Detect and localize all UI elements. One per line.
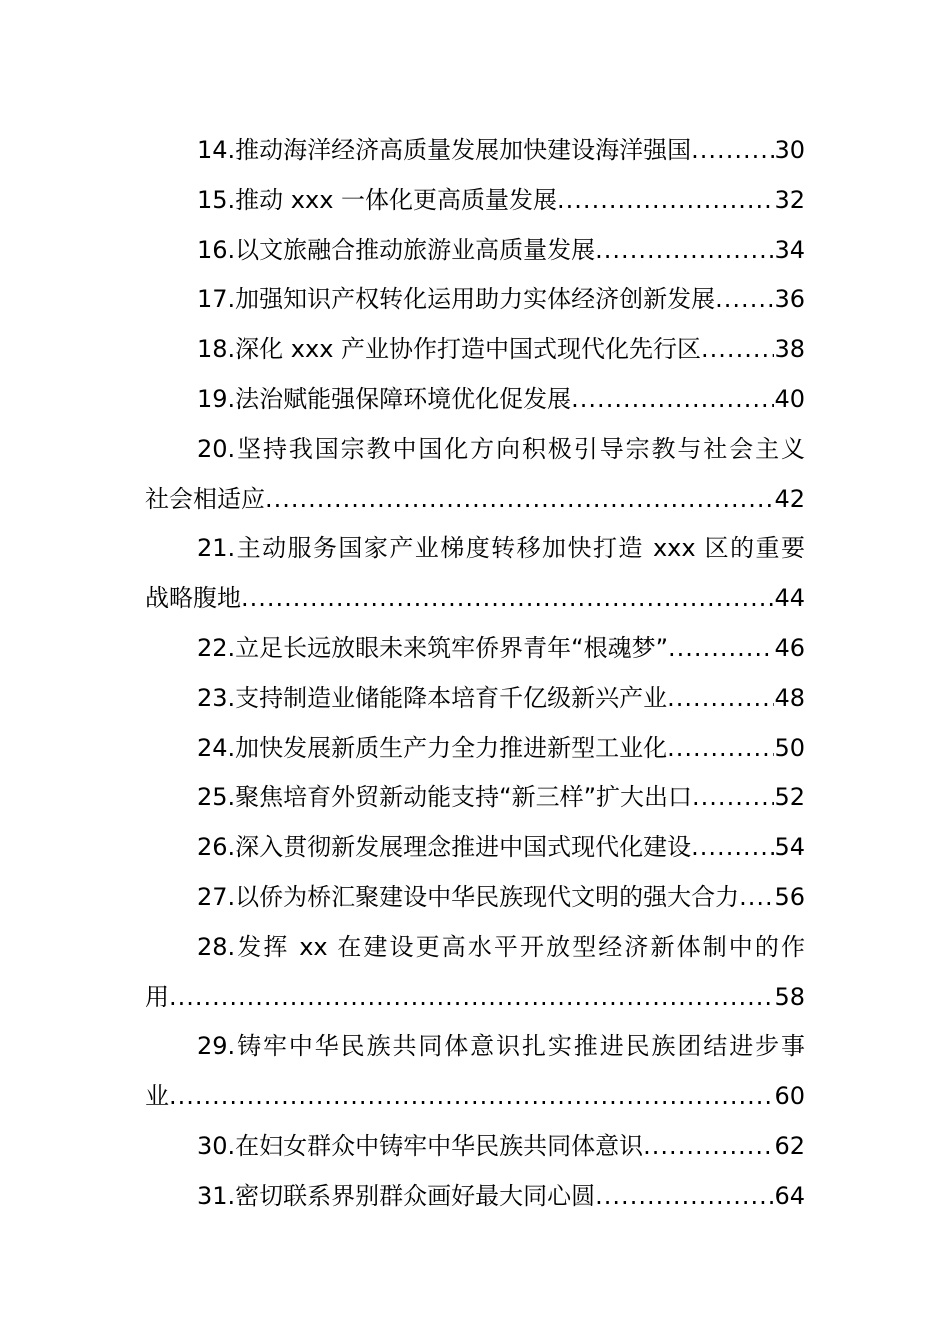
toc-entry-18[interactable] [145, 325, 805, 375]
toc-number: 22. [197, 633, 236, 662]
toc-number: 24. [197, 733, 236, 762]
toc-page-number: 60 [774, 1082, 805, 1111]
toc-page-number: 44 [774, 584, 805, 613]
toc-title: 在妇女群众中铸牢中华民族共同体意识 [235, 1131, 644, 1160]
toc-number: 15. [197, 185, 236, 214]
toc-page-number: 52 [774, 783, 805, 812]
toc-page-number: 34 [774, 235, 805, 264]
toc-leader-dots [691, 823, 774, 873]
toc-page-number: 38 [774, 335, 805, 364]
toc-entry-28[interactable] [145, 923, 805, 973]
toc-leader-dots [692, 773, 774, 823]
toc-entry-22[interactable] [145, 624, 805, 674]
toc-entry-20[interactable] [145, 425, 805, 475]
toc-title: 推动 xxx 一体化更高质量发展 [235, 185, 558, 214]
toc-leader-dots [668, 624, 774, 674]
toc-page-number: 50 [774, 733, 805, 762]
toc-number: 27. [197, 882, 236, 911]
toc-entry-29[interactable] [145, 1022, 805, 1072]
toc-number: 19. [197, 384, 236, 413]
toc-entry-19[interactable] [145, 375, 805, 425]
table-of-contents [145, 126, 805, 1222]
toc-title: 深化 xxx 产业协作打造中国式现代化先行区 [235, 335, 702, 364]
toc-title: 加快发展新质生产力全力推进新型工业化 [235, 733, 668, 762]
toc-title: 法治赋能强保障环境优化促发展 [235, 384, 572, 413]
toc-entry-17[interactable] [145, 275, 805, 325]
toc-entry-28-continued[interactable] [145, 973, 805, 1023]
toc-leader-dots [643, 1122, 774, 1172]
toc-leader-dots [595, 226, 774, 276]
toc-entry-21-continued[interactable] [145, 574, 805, 624]
toc-number: 14. [197, 136, 236, 164]
toc-page-number: 36 [774, 285, 805, 314]
toc-title: 密切联系界别群众画好最大同心圆 [235, 1181, 596, 1210]
toc-number: 30. [197, 1131, 236, 1160]
toc-page-number: 64 [774, 1181, 805, 1210]
toc-number: 26. [197, 833, 236, 862]
toc-title-continued: 战略腹地 [145, 584, 241, 613]
toc-title: 铸牢中华民族共同体意识扎实推进民族团结进步事 [235, 1032, 805, 1061]
toc-entry-23[interactable] [145, 674, 805, 724]
toc-title: 主动服务国家产业梯度转移加快打造 xxx 区的重要 [235, 534, 805, 563]
toc-leader-dots [691, 126, 774, 176]
toc-number: 23. [197, 683, 236, 712]
toc-title: 以侨为桥汇聚建设中华民族现代文明的强大合力 [235, 882, 740, 911]
toc-leader-dots [701, 325, 774, 375]
toc-entry-25[interactable] [145, 773, 805, 823]
toc-entry-26[interactable] [145, 823, 805, 873]
toc-entry-31[interactable] [145, 1172, 805, 1222]
toc-leader-dots [667, 674, 774, 724]
toc-leader-dots [169, 1072, 774, 1122]
toc-number: 29. [197, 1032, 236, 1061]
toc-title: 发挥 xx 在建设更高水平开放型经济新体制中的作 [235, 932, 805, 961]
toc-leader-dots [169, 973, 774, 1023]
toc-number: 25. [197, 783, 236, 812]
toc-title: 聚焦培育外贸新动能支持“新三样”扩大出口 [235, 783, 693, 812]
toc-leader-dots [667, 724, 774, 774]
toc-leader-dots [265, 475, 774, 525]
toc-entry-15[interactable] [145, 176, 805, 226]
toc-page-number: 56 [774, 882, 805, 911]
toc-leader-dots [241, 574, 774, 624]
toc-title-continued: 业 [145, 1082, 169, 1111]
toc-page-number: 46 [774, 633, 805, 662]
toc-entry-30[interactable] [145, 1122, 805, 1172]
toc-page-number: 62 [774, 1131, 805, 1160]
toc-leader-dots [595, 1172, 774, 1222]
toc-title: 深入贯彻新发展理念推进中国式现代化建设 [235, 833, 692, 862]
toc-entry-16[interactable] [145, 226, 805, 276]
toc-title: 以文旅融合推动旅游业高质量发展 [235, 235, 596, 264]
toc-page-number: 54 [774, 833, 805, 862]
toc-page-number: 40 [774, 384, 805, 413]
toc-page-number: 48 [774, 683, 805, 712]
toc-title-continued: 社会相适应 [145, 484, 265, 513]
toc-title: 立足长远放眼未来筑牢侨界青年“根魂梦” [235, 633, 669, 662]
toc-entry-21[interactable] [145, 524, 805, 574]
toc-number: 18. [197, 335, 236, 364]
toc-title: 坚持我国宗教中国化方向积极引导宗教与社会主义 [235, 434, 805, 463]
toc-entry-29-continued[interactable] [145, 1072, 805, 1122]
toc-leader-dots [739, 873, 774, 923]
toc-number: 17. [197, 285, 236, 314]
toc-title: 加强知识产权转化运用助力实体经济创新发展 [235, 285, 716, 314]
toc-entry-14[interactable] [145, 126, 805, 176]
toc-entry-20-continued[interactable] [145, 475, 805, 525]
toc-number: 31. [197, 1181, 236, 1210]
toc-page-number: 32 [774, 185, 805, 214]
toc-entry-27[interactable] [145, 873, 805, 923]
toc-leader-dots [557, 176, 774, 226]
toc-entry-24[interactable] [145, 724, 805, 774]
toc-number: 16. [197, 235, 236, 264]
toc-number: 20. [197, 434, 236, 463]
toc-page-number: 30 [774, 136, 805, 164]
toc-number: 28. [197, 932, 236, 961]
toc-page-number: 42 [774, 484, 805, 513]
toc-leader-dots [571, 375, 774, 425]
toc-number: 21. [197, 534, 236, 563]
toc-page-number: 58 [774, 982, 805, 1011]
toc-title: 推动海洋经济高质量发展加快建设海洋强国 [235, 136, 692, 164]
toc-leader-dots [715, 275, 774, 325]
toc-title-continued: 用 [145, 982, 169, 1011]
toc-title: 支持制造业储能降本培育千亿级新兴产业 [235, 683, 668, 712]
